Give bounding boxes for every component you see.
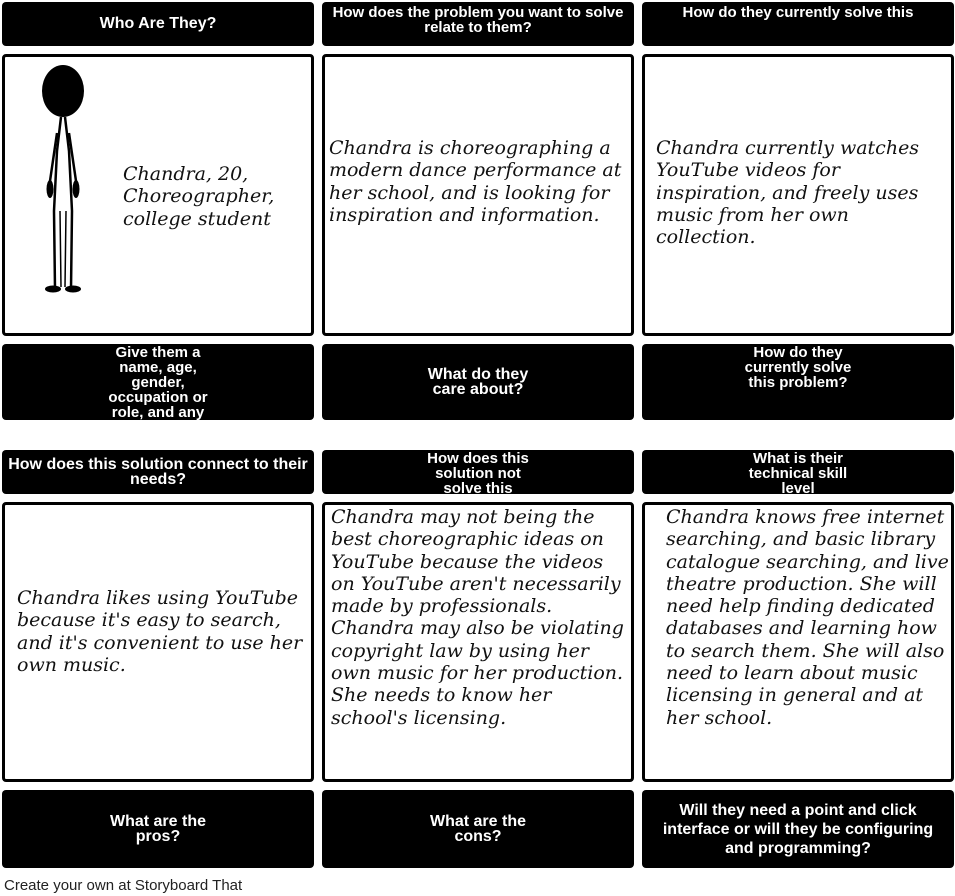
caption-care-about: What do they care about? xyxy=(322,344,634,420)
current-text: Chandra currently watches YouTube videos for inspiration, and freely uses music from her own collection. xyxy=(656,137,920,249)
caption-interface: Will they need a point and click interface or will they be configuring and programming? xyxy=(642,790,954,868)
header-solution-gaps: How does this solution not solve this xyxy=(322,450,634,494)
solution-gaps-text: Chandra may not being the best choreographic ideas on YouTube because the videos on YouTube aren't necessarily made by professionals. Chandra may also be violating copyright law by using her own music for her production. She needs to know her school's licensing. xyxy=(331,506,624,729)
panel-persona xyxy=(2,54,314,336)
header-who-are-they: Who Are They? xyxy=(2,2,314,46)
header-current-solution: How do they currently solve this xyxy=(642,2,954,46)
panel-problem xyxy=(322,54,634,336)
panel-solution-needs xyxy=(2,502,314,782)
panel-current xyxy=(642,54,954,336)
stick-figure-icon xyxy=(25,61,105,301)
problem-text: Chandra is choreographing a modern dance performance at her school, and is looking for inspiration and information. xyxy=(329,137,622,226)
persona-text: Chandra, 20, Choreographer, college student xyxy=(123,163,275,230)
header-problem-relation: How does the problem you want to solve relate to them? xyxy=(322,2,634,46)
skill-level-text: Chandra knows free internet searching, and basic library catalogue searching, and live theatre production. She will need help finding dedicated databases and learning how to search them. She will also need to learn about music licensing in general and at her school. xyxy=(666,506,949,729)
caption-pros: What are the pros? xyxy=(2,790,314,868)
caption-current-problem: How do they currently solve this problem? xyxy=(642,344,954,420)
caption-demographics: Give them a name, age, gender, occupation or role, and any demographics xyxy=(2,344,314,420)
header-skill-level: What is their technical skill level xyxy=(642,450,954,494)
panel-solution-gaps xyxy=(322,502,634,782)
panel-skill-level xyxy=(642,502,954,782)
caption-cons: What are the cons? xyxy=(322,790,634,868)
header-solution-needs: How does this solution connect to their needs? xyxy=(2,450,314,494)
storyboard-credit-link[interactable]: Create your own at Storyboard That xyxy=(4,877,243,894)
solution-needs-text: Chandra likes using YouTube because it's easy to search, and it's convenient to use her own music. xyxy=(17,587,303,676)
